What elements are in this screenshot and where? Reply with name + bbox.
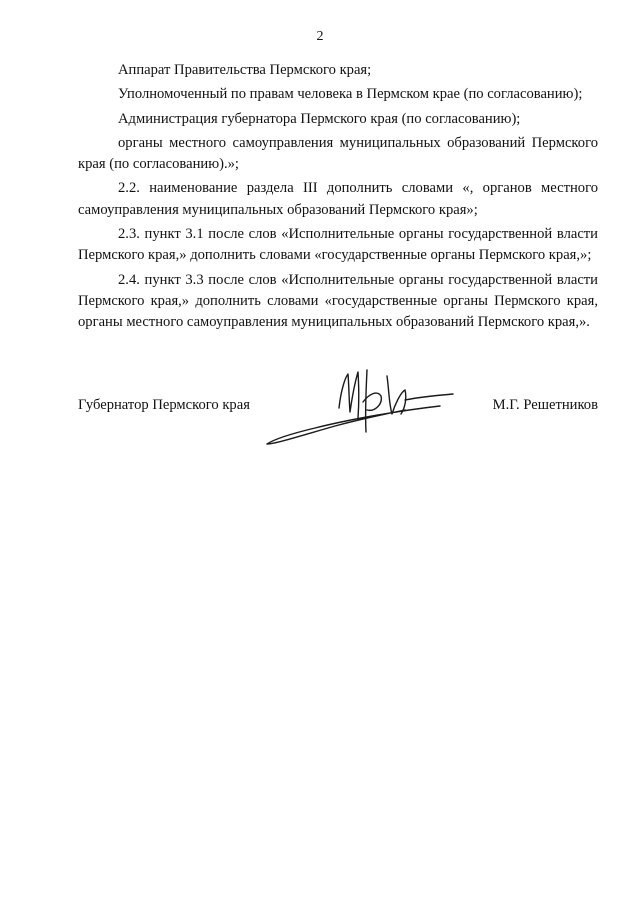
paragraph-item-2-2: 2.2. наименование раздела III дополнить словами «, органов местного самоуправления муниципальных образований Пермского края»; <box>78 180 598 218</box>
paragraph-item-2-4: 2.4. пункт 3.3 после слов «Исполнительные органы государственной власти Пермского края,» дополнить словами «государственные органы Пермского края, органы местного самоуправления муниципальных образований Пермского края,». <box>78 271 598 331</box>
paragraph-governor-administration: Администрация губернатора Пермского края (по согласованию); <box>118 110 521 127</box>
paragraph-ombudsman: Уполномоченный по правам человека в Пермском крае (по согласованию); <box>118 86 583 103</box>
signatory-title: Губернатор Пермского края <box>78 397 250 413</box>
paragraph-apparatus: Аппарат Правительства Пермского края; <box>118 62 372 78</box>
signatory-name: М.Г. Решетников <box>492 397 598 413</box>
document-body <box>78 60 598 337</box>
paragraph-local-government: органы местного самоуправления муниципальных образований Пермского края (по согласованию).»; <box>78 134 598 173</box>
signature-block <box>78 397 598 421</box>
page-number: 2 <box>316 29 324 44</box>
paragraph-item-2-3: 2.3. пункт 3.1 после слов «Исполнительные органы государственной власти Пермского края,» дополнить словами «государственные органы Пермского края,»; <box>78 226 598 264</box>
